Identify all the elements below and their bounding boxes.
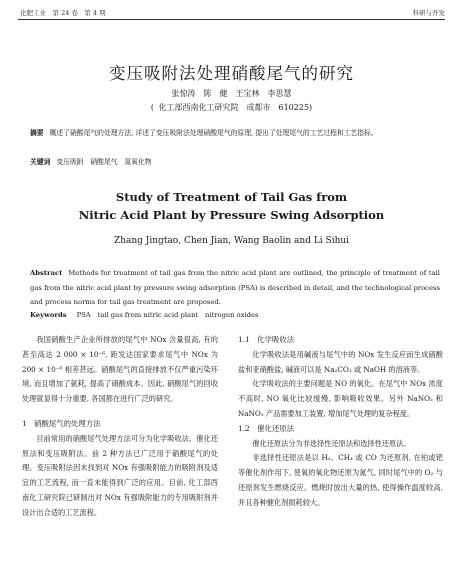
section-1-2-heading: 1.2 催化还原法 <box>238 423 295 433</box>
abstract-cn-text: 概述了硝酸尾气的处理方法, 详述了变压吸附法处理硝酸尾气的原理, 提出了处理尾气的工艺过程和工艺指标。 <box>49 129 378 137</box>
abstract-en-label: Abstract <box>30 269 63 277</box>
chinese-authors: 张惊涛 陈 健 王宝林 李思慧 <box>171 89 292 98</box>
keywords-en-label: Keywords <box>30 311 67 319</box>
english-abstract <box>30 266 440 310</box>
chinese-keywords <box>30 157 440 168</box>
section-1-2-paragraph-1: 催化还原法分为非选择性还原法和选择性还原法。 <box>252 438 411 448</box>
section-1-1-paragraph-2: 化学吸收法的主要问题是 NO 的氧化。在尾气中 NOx 浓度不高时, NO 氧化比较缓慢, 影响吸收效果。另外 NaNO₂ 和 NaNO₃ 产品需要加工装置, 增加尾气处理的复杂程度。 <box>238 379 443 418</box>
section-1-1-heading: 1.1 化学吸收法 <box>238 335 295 344</box>
intro-paragraph: 我国硝酸生产企业所排放的尾气中 NOx 含量很高, 有的甚至高达 2 000 × 10⁻⁶, 距发达国家要求尾气中 NOx 为 200 × 10⁻⁶ 相差甚远。硝酸尾气的直接排放不仅严重污染环境, 而且增加了氨耗, 提高了硝酸成本。因此, 硝酸尾气的回收处理就显得十分重要, 各国都在进行广泛的研究。 <box>22 335 218 404</box>
abstract-en-text: Methods for treatment of tail gas from the nitric acid plant are outlined, the principle of treatment of tail gas from the nitric acid plant by pressure swing adsorption (PSA) is described in detail, and the technological process and process norms for tail gas treatment are proposed. <box>30 269 440 306</box>
body-left-column <box>22 333 218 521</box>
english-authors: Zhang Jingtao, Chen Jian, Wang Baolin and Li Sihui <box>113 236 350 246</box>
section-1-paragraph: 目前常用的硝酸尾气处理方法可分为化学吸收法、催化还原法和变压吸附法。前 2 种方法已广泛用于硝酸尾气的处理。变压吸附法因未找到对 NOx 有强吸附能力的吸附剂及适宜的工艺流程, 而一直未能得到广泛的应用。目前, 化工部西南化工研究院已研制出对 NOx 有强吸附能力的专用吸附剂并设计出合适的工艺流程。 <box>22 433 218 517</box>
keywords-en-text: PSA tail gas from nitric acid plant nitrogen oxides <box>76 311 259 319</box>
section-1-1-paragraph-1: 化学吸收法是用碱液与尾气中的 NOx 发生反应而生成硝酸盐和亚硝酸盐, 碱液可以是 Na₂CO₃ 或 NaOH 的溶液等。 <box>238 349 443 374</box>
english-keywords <box>30 309 440 319</box>
chinese-title: 变压吸附法处理硝酸尾气的研究 <box>109 64 354 83</box>
keywords-cn-text: 变压吸附 硝酸尾气 氮氧化物 <box>56 158 152 166</box>
body-right-column <box>238 333 443 511</box>
section-1-2-paragraph-2: 非选择性还原法是以 H₂、CH₄ 或 CO 为还原剂, 在铂或钯等催化剂作用下, 使氧的氧化物还原为氮气, 同时尾气中的 O₂ 与还原剂发生燃烧反应。燃烧时放出大量的热, 使得操作温度较高, 并且各种催化剂损耗较大。 <box>238 453 443 507</box>
column-running-head: 科研与开发 <box>412 9 445 17</box>
abstract-cn-label: 摘要 <box>30 129 44 137</box>
section-1-heading: 1 硝酸尾气的处理方法 <box>22 418 101 428</box>
chinese-affiliation: ( 化工部西南化工研究院 成都市 610225) <box>150 103 313 112</box>
english-title-line-2: Nitric Acid Plant by Pressure Swing Adsorption <box>78 208 385 222</box>
journal-running-head: 化肥工业 第 24 卷 第 4 期 <box>20 9 106 17</box>
chinese-abstract <box>30 128 440 139</box>
keywords-cn-label: 关键词 <box>30 158 51 166</box>
english-title-line-1: Study of Treatment of Tail Gas from <box>115 190 348 204</box>
header-rule <box>18 19 445 20</box>
